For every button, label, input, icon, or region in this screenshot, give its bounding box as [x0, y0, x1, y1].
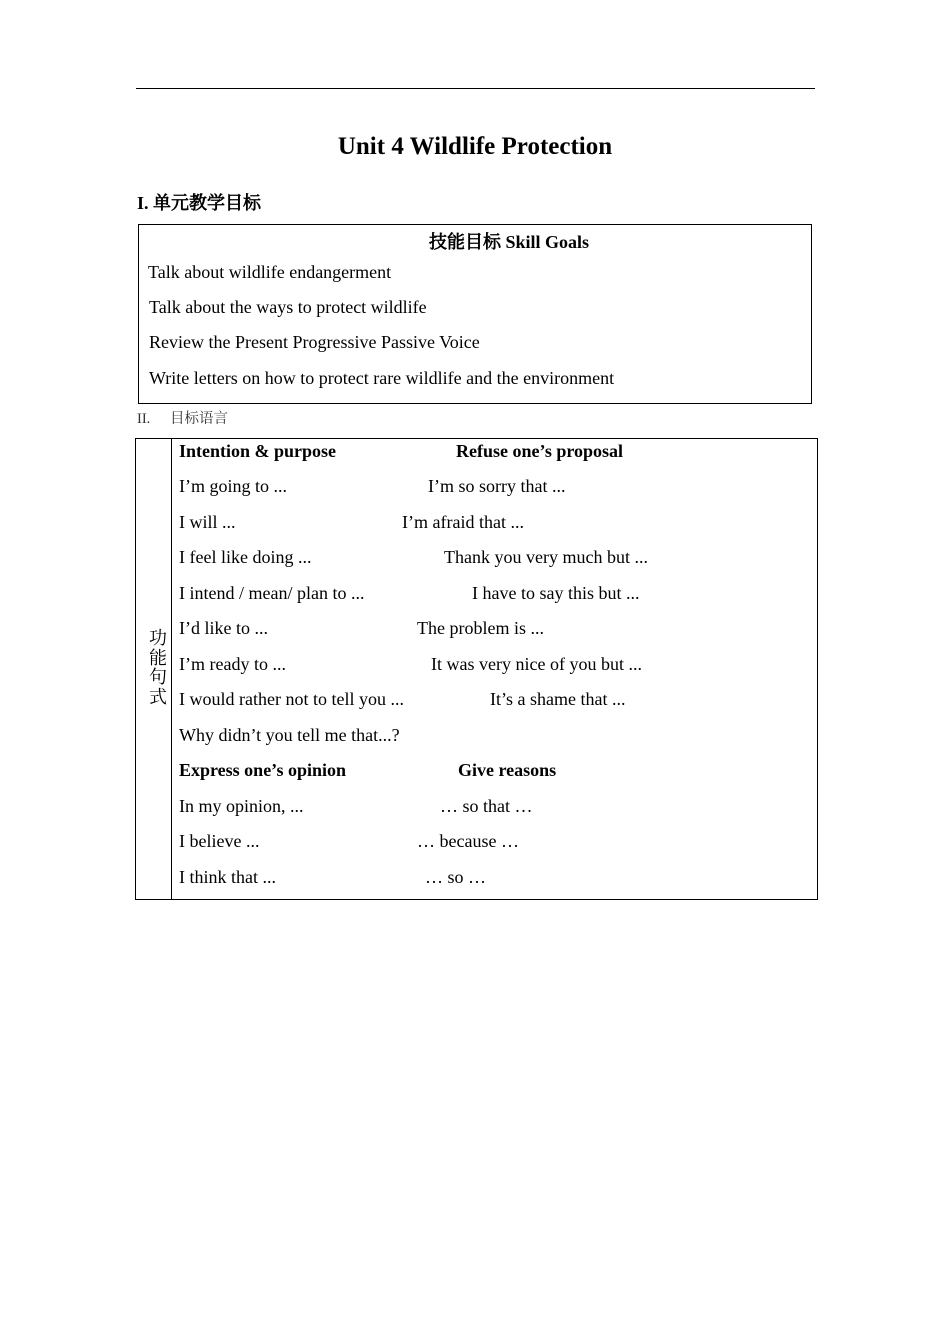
- phrase-right: I’m so sorry that ...: [428, 476, 566, 496]
- category-heading: Intention & purpose: [179, 441, 337, 461]
- section-number: II.: [137, 411, 151, 427]
- phrase-right: I have to say this but ...: [472, 583, 640, 603]
- side-label: [148, 629, 168, 707]
- phrase-right: … so that …: [440, 796, 533, 816]
- phrase-left: I’d like to ...: [179, 618, 268, 638]
- phrase-right: It was very nice of you but ...: [431, 654, 642, 674]
- side-label-char: 功: [149, 628, 167, 649]
- functional-language-table: [135, 438, 818, 900]
- side-label-char: 能: [149, 647, 167, 669]
- side-label-char: 句: [149, 667, 167, 688]
- section-title: 目标语言: [170, 411, 228, 427]
- header-rule: [136, 88, 815, 89]
- phrase-left: I intend / mean/ plan to ...: [179, 583, 365, 603]
- phrase-left: I’m going to ...: [179, 476, 287, 496]
- skill-goal-item: Write letters on how to protect rare wildlife and the environment: [149, 368, 615, 388]
- phrase-left: I think that ...: [179, 867, 276, 887]
- phrase-left: I would rather not to tell you ...: [179, 689, 404, 709]
- skill-goals-box: [138, 224, 812, 404]
- skill-goal-item: Talk about wildlife endangerment: [148, 262, 392, 282]
- phrase-right: I’m afraid that ...: [402, 512, 524, 532]
- skill-goals-title: 技能目标 Skill Goals: [428, 232, 590, 252]
- phrase-right: The problem is ...: [417, 618, 544, 638]
- document-title: Unit 4 Wildlife Protection: [337, 133, 613, 160]
- category-heading: Give reasons: [458, 760, 557, 780]
- phrase-right: … so …: [425, 867, 487, 887]
- phrase-left: I believe ...: [179, 831, 260, 851]
- phrase-left: In my opinion, ...: [179, 796, 304, 816]
- section-heading-language: [137, 407, 228, 428]
- phrase-left: I feel like doing ...: [179, 547, 312, 567]
- phrase-right: It’s a shame that ...: [490, 689, 626, 709]
- section-heading-goals: I. 单元教学目标: [137, 193, 262, 213]
- skill-goal-item: Review the Present Progressive Passive Voice: [149, 332, 480, 352]
- skill-goal-item: Talk about the ways to protect wildlife: [149, 297, 427, 317]
- side-label-char: 式: [149, 686, 167, 708]
- column-divider: [171, 439, 172, 899]
- phrase-right: Thank you very much but ...: [444, 547, 648, 567]
- phrase-right: … because …: [417, 831, 519, 851]
- category-heading: Express one’s opinion: [179, 760, 347, 780]
- category-heading: Refuse one’s proposal: [456, 441, 624, 461]
- phrase-left: Why didn’t you tell me that...?: [179, 725, 400, 745]
- phrase-left: I’m ready to ...: [179, 654, 286, 674]
- phrase-left: I will ...: [179, 512, 236, 532]
